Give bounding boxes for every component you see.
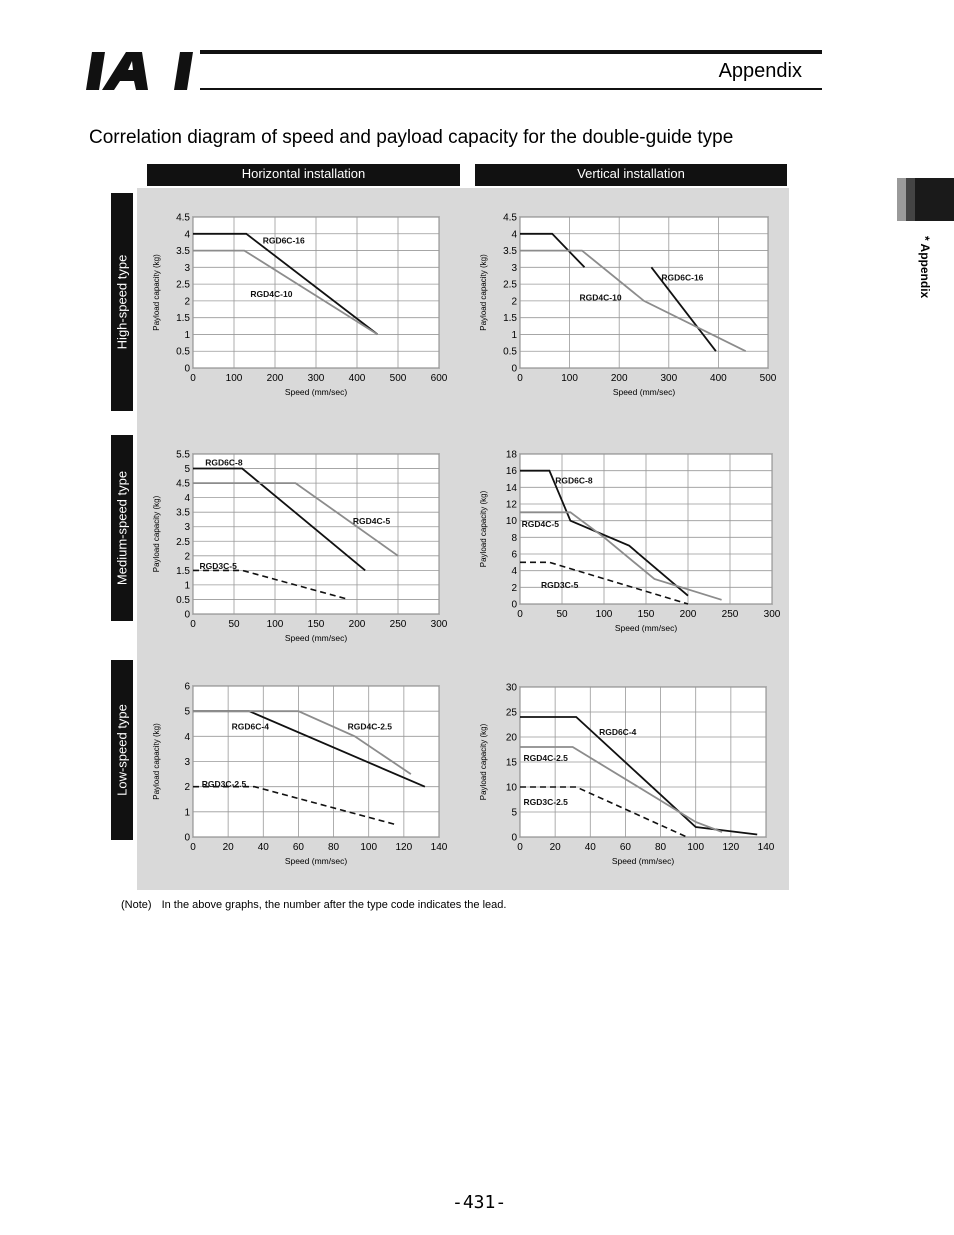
row-header-medium-speed (111, 435, 133, 621)
y-tick-label: 16 (505, 466, 517, 478)
y-axis-label: Payload capacity (kg) (152, 254, 161, 331)
row-header-high-speed (111, 193, 133, 411)
x-tick-label: 0 (190, 842, 196, 853)
series-label: RGD4C-10 (250, 289, 293, 300)
y-tick-label: 4 (511, 566, 517, 578)
x-axis-label: Speed (mm/sec) (612, 387, 676, 397)
x-tick-label: 80 (655, 842, 667, 853)
x-tick-label: 200 (266, 373, 284, 384)
x-tick-label: 100 (687, 842, 705, 853)
x-tick-label: 300 (763, 609, 781, 620)
y-tick-label: 4.5 (176, 212, 190, 224)
y-tick-label: 0.5 (176, 346, 190, 358)
series-label: RGD6C-8 (555, 475, 593, 486)
series-label: RGD6C-8 (205, 457, 243, 468)
y-tick-label: 0 (184, 832, 190, 844)
x-tick-label: 300 (430, 619, 448, 630)
y-tick-label: 4 (184, 493, 190, 505)
page-title: Correlation diagram of speed and payload capacity for the double-guide type (89, 127, 734, 148)
y-tick-label: 12 (505, 499, 517, 511)
series-label: RGD4C-10 (579, 292, 622, 303)
y-tick-label: 2 (184, 782, 190, 794)
x-tick-label: 20 (549, 842, 561, 853)
y-tick-label: 2 (511, 296, 517, 308)
x-tick-label: 20 (222, 842, 234, 853)
y-tick-label: 25 (505, 707, 517, 719)
y-tick-label: 1 (511, 329, 517, 341)
series-label: RGD4C-5 (352, 515, 391, 526)
x-axis-label: Speed (mm/sec) (611, 856, 675, 866)
x-tick-label: 600 (430, 373, 448, 384)
y-tick-label: 2.5 (176, 279, 190, 291)
x-tick-label: 60 (619, 842, 631, 853)
x-tick-label: 100 (360, 842, 378, 853)
x-tick-label: 100 (266, 619, 284, 630)
x-tick-label: 300 (307, 373, 325, 384)
section-title: Appendix (718, 60, 802, 82)
y-tick-label: 0 (511, 363, 517, 375)
y-tick-label: 8 (511, 532, 517, 544)
x-tick-label: 100 (225, 373, 243, 384)
x-tick-label: 250 (389, 619, 407, 630)
row-header-low-speed (111, 660, 133, 840)
footnote-prefix: (Note) (121, 899, 152, 911)
y-axis-label: Payload capacity (kg) (479, 254, 488, 331)
footnote-text: In the above graphs, the number after the type code indicates the lead. (161, 899, 507, 911)
x-tick-label: 100 (595, 609, 613, 620)
series-label: RGD3C-5 (199, 561, 237, 571)
x-tick-label: 150 (307, 619, 325, 630)
y-tick-label: 20 (505, 732, 517, 744)
row-label: Medium-speed type (114, 470, 130, 586)
page-number: -431- (452, 1192, 507, 1213)
series-label: RGD4C-5 (521, 519, 559, 529)
column-header-vertical: Vertical installation (475, 164, 787, 186)
x-tick-label: 120 (722, 842, 740, 853)
x-tick-label: 500 (759, 373, 777, 384)
y-tick-label: 10 (505, 782, 517, 794)
y-tick-label: 1 (184, 580, 190, 592)
y-tick-label: 4.5 (176, 478, 190, 490)
series-label: RGD6C-16 (262, 235, 305, 246)
chart-low-horizontal (140, 661, 462, 889)
x-tick-label: 0 (190, 373, 196, 384)
y-tick-label: 0.5 (176, 594, 190, 606)
x-tick-label: 0 (517, 373, 523, 384)
chart-high-horizontal (140, 192, 462, 418)
y-tick-label: 0.5 (503, 346, 517, 358)
y-axis-label: Payload capacity (kg) (479, 723, 488, 801)
y-tick-label: 4 (184, 229, 190, 241)
series-label: RGD6C-4 (231, 721, 269, 732)
series-label: RGD3C-2.5 (201, 779, 247, 790)
y-tick-label: 2.5 (176, 536, 190, 548)
series-label: RGD6C-4 (599, 727, 637, 737)
y-tick-label: 6 (511, 549, 517, 561)
y-tick-label: 4.5 (503, 212, 517, 224)
column-header-horizontal: Horizontal installation (147, 164, 460, 186)
x-tick-label: 500 (389, 373, 407, 384)
x-tick-label: 120 (395, 842, 413, 853)
y-tick-label: 5 (511, 807, 517, 819)
x-tick-label: 50 (556, 609, 568, 620)
y-tick-label: 0 (184, 363, 190, 375)
x-axis-label: Speed (mm/sec) (614, 623, 678, 633)
y-tick-label: 5 (184, 706, 190, 718)
footnote (121, 899, 506, 911)
y-tick-label: 5 (184, 464, 190, 476)
appendix-side-tab[interactable] (897, 178, 954, 221)
x-tick-label: 0 (190, 619, 196, 630)
series-label: RGD3C-2.5 (523, 797, 568, 807)
y-tick-label: 3.5 (176, 246, 190, 258)
y-tick-label: 3 (511, 262, 517, 274)
y-tick-label: 2 (511, 582, 517, 594)
row-label: Low-speed type (114, 704, 130, 796)
y-tick-label: 1.5 (503, 313, 517, 325)
x-axis-label: Speed (mm/sec) (284, 856, 348, 866)
y-tick-label: 30 (505, 682, 517, 694)
x-tick-label: 80 (328, 842, 340, 853)
row-label: High-speed type (114, 254, 130, 350)
y-tick-label: 1.5 (176, 565, 190, 577)
x-tick-label: 150 (637, 609, 655, 620)
series-label: RGD4C-2.5 (523, 753, 568, 763)
y-tick-label: 15 (505, 757, 517, 769)
y-tick-label: 1.5 (176, 313, 190, 325)
x-tick-label: 60 (292, 842, 304, 853)
chart-medium-horizontal (140, 423, 462, 656)
chart-medium-vertical (466, 423, 788, 656)
y-tick-label: 2 (184, 296, 190, 308)
y-tick-label: 14 (505, 482, 517, 494)
x-tick-label: 0 (517, 842, 523, 853)
series-label: RGD4C-2.5 (347, 721, 393, 732)
chart-low-vertical (466, 661, 788, 889)
y-tick-label: 6 (184, 681, 190, 693)
y-tick-label: 10 (505, 516, 517, 528)
x-tick-label: 250 (721, 609, 739, 620)
y-tick-label: 3 (184, 522, 190, 534)
y-tick-label: 0 (511, 832, 517, 844)
x-tick-label: 400 (348, 373, 366, 384)
y-axis-label: Payload capacity (kg) (152, 723, 161, 800)
iai-logo (86, 48, 198, 94)
y-tick-label: 3.5 (176, 507, 190, 519)
x-tick-label: 200 (610, 373, 628, 384)
x-axis-label: Speed (mm/sec) (284, 633, 348, 643)
y-tick-label: 3 (184, 262, 190, 274)
x-tick-label: 140 (757, 842, 775, 853)
y-axis-label: Payload capacity (kg) (152, 495, 161, 573)
y-tick-label: 2 (184, 551, 190, 563)
side-tab-label: * Appendix (918, 236, 932, 299)
y-tick-label: 0 (184, 609, 190, 621)
header-rule-top (200, 50, 822, 54)
series-label: RGD3C-5 (541, 579, 579, 590)
y-tick-label: 1 (184, 807, 190, 819)
x-axis-label: Speed (mm/sec) (284, 387, 348, 397)
x-tick-label: 0 (517, 609, 523, 620)
x-tick-label: 400 (710, 373, 727, 384)
y-tick-label: 1 (184, 329, 190, 341)
x-tick-label: 300 (660, 373, 678, 384)
x-tick-label: 200 (348, 619, 366, 630)
y-tick-label: 18 (505, 449, 517, 461)
y-axis-label: Payload capacity (kg) (479, 490, 488, 568)
y-tick-label: 3 (184, 757, 190, 768)
x-tick-label: 40 (257, 842, 269, 853)
y-tick-label: 3.5 (503, 246, 517, 258)
y-tick-label: 2.5 (503, 279, 517, 291)
header-rule-bottom (200, 88, 822, 90)
y-tick-label: 4 (511, 229, 517, 241)
y-tick-label: 4 (184, 731, 190, 743)
y-tick-label: 5.5 (176, 449, 190, 461)
x-tick-label: 200 (679, 609, 697, 620)
chart-high-vertical (466, 192, 788, 418)
x-tick-label: 100 (561, 373, 578, 384)
x-tick-label: 50 (228, 619, 240, 630)
x-tick-label: 40 (584, 842, 596, 853)
x-tick-label: 140 (430, 842, 448, 853)
y-tick-label: 0 (511, 599, 517, 611)
series-label: RGD6C-16 (661, 272, 704, 283)
